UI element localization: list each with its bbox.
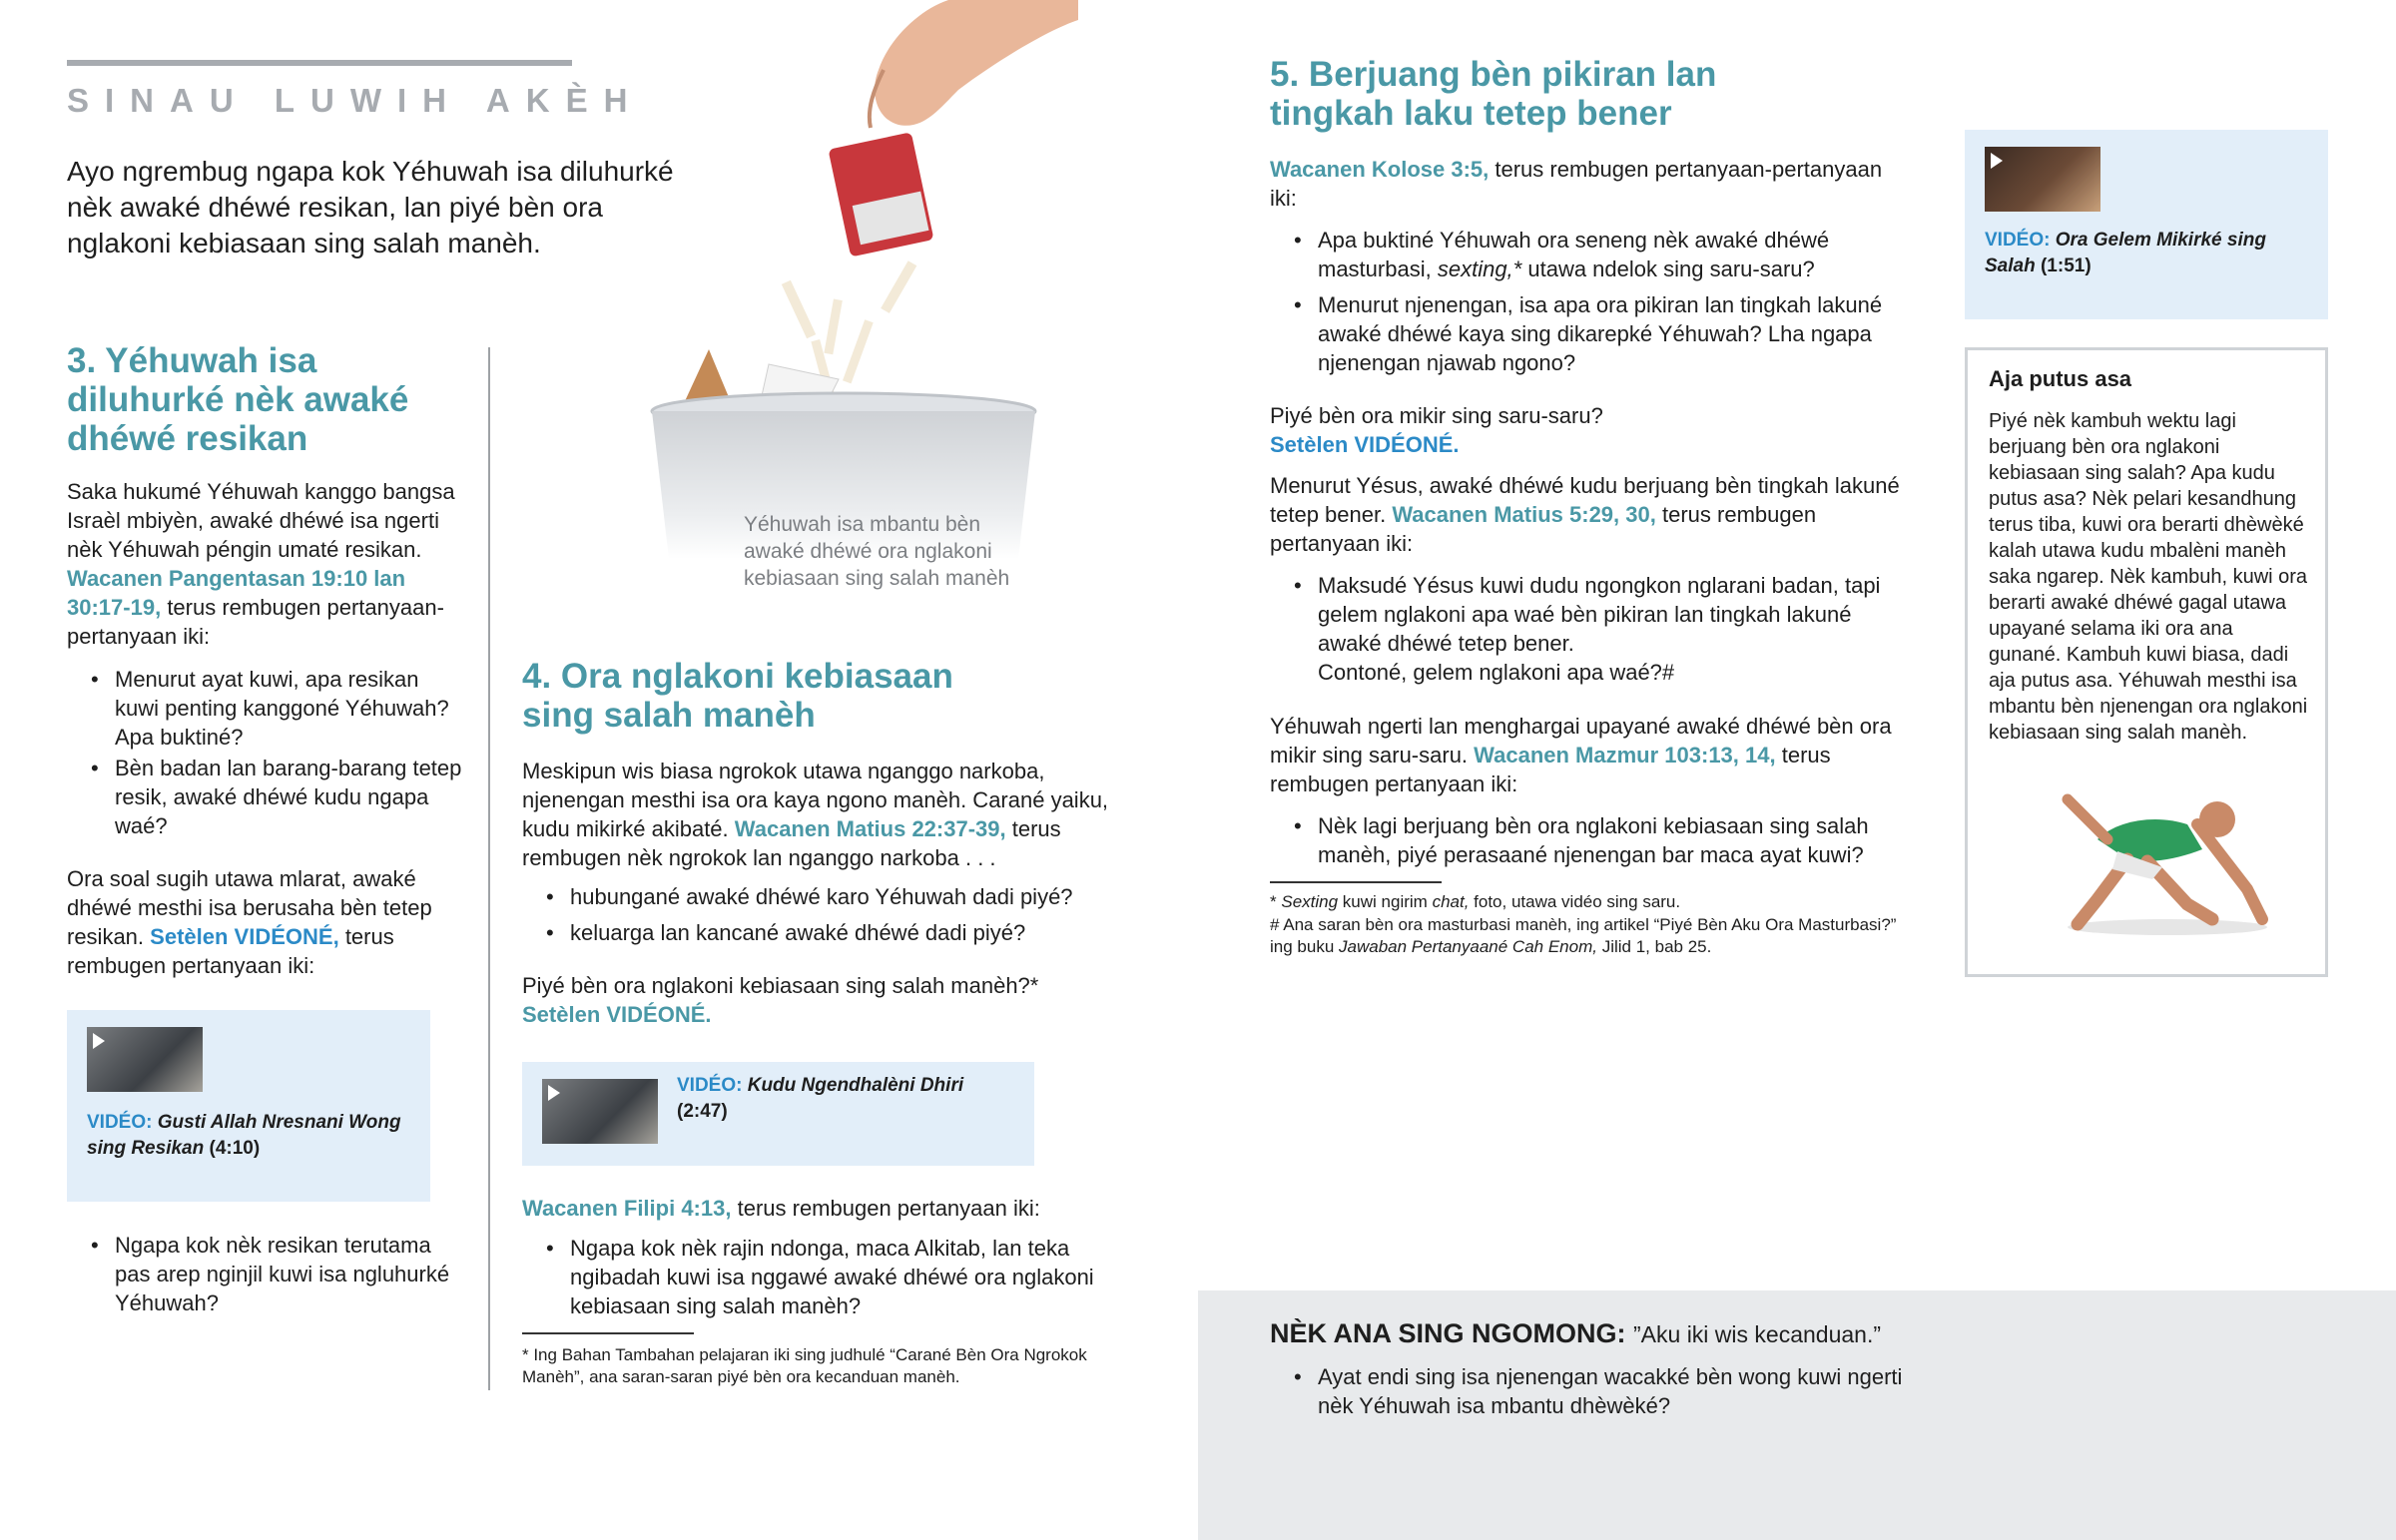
question-list [1270,1362,1909,1420]
section-4-question: Piyé bèn ora nglakoni kebiasaan sing salah manèh?* Setèlen VIDÉONÉ. [522,973,1039,1027]
section-4-intro: Meskipun wis biasa ngrokok utawa nganggo narkoba, njenengan mesthi isa ora kaya ngono manèh. Carané yaiku, kudu mikirké akibaté. Wacanen Matius 22:37-39, terus rembugen nèk ngrokok lan nganggo narkoba . . . [522,759,1109,870]
section-5 [1270,55,1909,958]
footnote-sexting: * Sexting kuwi ngirim chat, foto, utawa vidéo sing saru. [1270,892,1681,911]
list-item: • Bèn badan lan barang-barang tetep resik, awaké dhéwé kudu ngapa waé? [67,754,466,840]
intro-text: Ayo ngrembug ngapa kok Yéhuwah isa diluhurké nèk awaké dhéwé resikan, lan piyé bèn ora nglakoni kebiasaan sing salah manèh. [67,156,674,258]
watch-video-link[interactable]: Setèlen VIDÉONÉ. [1270,432,1460,457]
list-item: • Ngapa kok nèk rajin ndonga, maca Alkitab, lan teka ngibadah kuwi isa nggawé awaké dhéwé ora nglakoni kebiasaan sing salah manèh? [522,1234,1131,1320]
video-box-mikirke[interactable] [1965,130,2328,319]
trash-illustration [639,0,1078,559]
scripture-link[interactable]: Wacanen Matius 5:29, 30, [1392,502,1656,527]
footnote-masturbasi: # Ana saran bèn ora masturbasi manèh, ing artikel “Piyé Bèn Aku Ora Masturbasi?” ing buku Jawaban Pertanyaané Cah Enom, Jilid 1, bab 25. [1270,915,1897,956]
section-3-para2: Ora soal sugih utawa mlarat, awaké dhéwé mesthi isa berusaha bèn tetep resikan. Setèlen VIDÉONÉ, terus rembugen pertanyaan iki: [67,866,432,978]
sidebar-box [1965,347,2328,977]
section-kicker: SINAU LUWIH AKÈH [67,82,644,119]
question-list [1270,811,1909,869]
section-4-read2: Wacanen Filipi 4:13, terus rembugen pertanyaan iki: [522,1196,1040,1221]
list-item: • Nèk lagi berjuang bèn ora nglakoni kebiasaan sing salah manèh, piyé perasaané njenengan bar maca ayat kuwi? [1270,811,1909,869]
list-item: • Ngapa kok nèk resikan terutama pas arep nginjil kuwi isa ngluhurké Yéhuwah? [67,1231,466,1317]
someone-says-quote: ”Aku iki wis kecanduan.” [1633,1321,1882,1347]
video-thumbnail[interactable] [87,1027,203,1092]
play-icon [1991,153,2003,169]
watch-video-link[interactable]: Setèlen VIDÉONÉ. [522,1002,712,1027]
top-rule [67,60,572,66]
sidebar-text: Piyé nèk kambuh wektu lagi berjuang bèn ora nglakoni kebiasaan sing salah? Apa kudu putus asa? Nèk pelari kesandhung terus tiba, kuwi ora berarti dhèwèké kalah utawa kudu mbalèni manèh saka ngarep. Nèk kambuh, kuwi ora berarti awaké dhéwé gagal utawa upayané selama iki ora ana gunané. Kambuh kuwi biasa, dadi aja putus asa. Yéhuwah mesthi isa mbantu bèn njenengan ora nglakoni kebiasaan sing salah manèh. [1989,410,2308,744]
section-4-title: 4. Ora nglakoni kebiasaan sing salah manèh [522,657,953,735]
footnote: * Ing Bahan Tambahan pelajaran iki sing judhulé “Carané Bèn Ora Ngrokok Manèh”, ana saran-saran piyé bèn ora kecanduan manèh. [522,1345,1087,1386]
video-thumbnail[interactable] [542,1079,658,1144]
section-5-read: Wacanen Kolose 3:5, terus rembugen pertanyaan-pertanyaan iki: [1270,157,1883,211]
section-3-title: 3. Yéhuwah isa diluhurké nèk awaké dhéwé resikan [67,341,409,458]
scripture-link[interactable]: Wacanen Matius 22:37-39, [734,816,1006,841]
play-icon [93,1033,105,1049]
runner-illustration [2038,779,2277,939]
watch-video-link[interactable]: Setèlen VIDÉONÉ, [150,924,339,949]
someone-says-panel [1198,1290,2396,1540]
video-caption: VIDÉO: Ora Gelem Mikirké sing Salah (1:51) [1985,230,2266,276]
scripture-link[interactable]: Wacanen Filipi 4:13, [522,1196,732,1221]
list-item: • hubungané awaké dhéwé karo Yéhuwah dadi piyé? [522,882,1131,911]
video-caption: VIDÉO: Kudu Ngendhalèni Dhiri (2:47) [677,1075,964,1122]
play-icon [548,1085,560,1101]
list-item: • Menurut njenengan, isa apa ora pikiran lan tingkah lakuné awaké dhéwé kaya sing dikarepké Yéhuwah? Lha ngapa njenengan njawab ngono? [1270,290,1909,377]
list-item: • Menurut ayat kuwi, apa resikan kuwi penting kanggoné Yéhuwah? Apa buktiné? [67,665,466,752]
column-divider [488,347,490,1390]
video-box-resikan[interactable] [67,1010,430,1202]
video-thumbnail[interactable] [1985,147,2100,212]
list-item: • Maksudé Yésus kuwi dudu ngongkon nglarani badan, tapi gelem nglakoni apa waé bèn pikiran lan tingkah lakuné awaké dhéwé tetep bener. Contoné, gelem nglakoni apa waé?# [1270,571,1909,687]
someone-says-line [1270,1316,1881,1351]
scripture-link[interactable]: Wacanen Pangentasan 19:10 lan 30:17-19, [67,566,406,620]
question-list [1270,571,1909,687]
list-item: • keluarga lan kancané awaké dhéwé dadi piyé? [522,918,1131,947]
hand-trash-image [639,0,1078,559]
question-list [522,1234,1131,1320]
section-3 [67,341,466,980]
footnote-rule [1270,881,1442,883]
question-list [522,882,1131,947]
illustration-caption: Yéhuwah isa mbantu bèn awaké dhéwé ora nglakoni kebiasaan sing salah manèh [744,513,1010,590]
section-5-para3: Menurut Yésus, awaké dhéwé kudu berjuang bèn tingkah lakuné tetep bener. Wacanen Matius 5:29, 30, terus rembugen pertanyaan iki: [1270,473,1900,556]
section-5-title: 5. Berjuang bèn pikiran lan tingkah laku tetep bener [1270,55,1717,133]
list-item: • Ayat endi sing isa njenengan wacakké bèn wong kuwi ngerti nèk Yéhuwah isa mbantu dhèwèké? [1270,1362,1909,1420]
section-5-para-q: Piyé bèn ora mikir sing saru-saru? Setèlen VIDÉONÉ. [1270,403,1603,457]
someone-says-label: NÈK ANA SING NGOMONG: [1270,1318,1626,1348]
scripture-link[interactable]: Wacanen Mazmur 103:13, 14, [1474,743,1776,768]
video-box-ngendhaleni[interactable] [522,1062,1034,1166]
question-list [1270,226,1909,377]
section-4-part2 [522,1194,1131,1388]
question-list [67,665,466,840]
sidebar-title: Aja putus asa [1989,366,2132,391]
section-4 [522,657,1131,1029]
section-5-para4: Yéhuwah ngerti lan menghargai upayané awaké dhéwé bèn ora mikir sing saru-saru. Wacanen Mazmur 103:13, 14, terus rembugen pertanyaan iki: [1270,714,1892,796]
video-caption: VIDÉO: Gusti Allah Nresnani Wong sing Resikan (4:10) [87,1112,401,1159]
footnote-rule [522,1332,694,1334]
section-3-intro: Saka hukumé Yéhuwah kanggo bangsa Israèl mbiyèn, awaké dhéwé isa ngerti nèk Yéhuwah péngin umaté resikan. Wacanen Pangentasan 19:10 lan 30:17-19, terus rembugen pertanyaan-pertanyaan iki: [67,479,455,649]
list-item: • Apa buktiné Yéhuwah ora seneng nèk awaké dhéwé masturbasi, sexting,* utawa ndelok sing saru-saru? [1270,226,1909,283]
scripture-link[interactable]: Wacanen Kolose 3:5, [1270,157,1490,182]
question-list [67,1231,466,1317]
